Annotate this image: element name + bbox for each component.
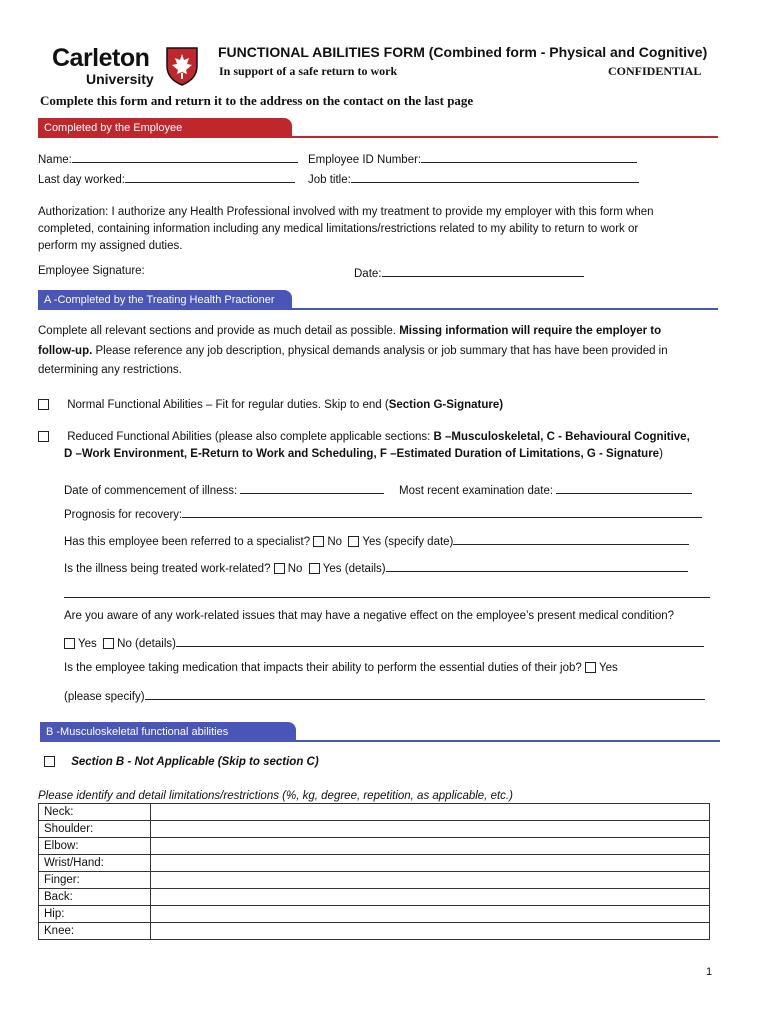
job-title-field[interactable] <box>351 171 639 183</box>
employee-signature-label: Employee Signature: <box>38 265 145 277</box>
medication-details-field[interactable] <box>145 688 705 700</box>
normal-abilities-checkbox[interactable] <box>38 399 49 410</box>
specialist-no-checkbox[interactable] <box>313 536 324 547</box>
table-row <box>39 804 710 821</box>
commencement-row <box>64 482 384 497</box>
work-related-row <box>64 560 688 575</box>
commencement-label: Date of commencement of illness: <box>64 485 238 497</box>
specialist-question: Has this employee been referred to a specialist? <box>64 536 311 548</box>
logo-wordmark-carleton: Carleton <box>52 44 150 72</box>
medication-row <box>64 662 618 674</box>
aware-yes-label: Yes <box>78 638 97 650</box>
body-part-label: Knee: <box>39 923 151 940</box>
intro-bold-text: Missing information will require the employer to <box>399 325 662 337</box>
signature-date-label: Date: <box>354 268 382 280</box>
limitation-detail-field[interactable] <box>151 923 710 940</box>
limitation-detail-field[interactable] <box>151 838 710 855</box>
form-instruction: Complete this form and return it to the address on the contact on the last page <box>40 93 474 108</box>
job-title-row <box>308 171 639 186</box>
work-related-details-line-2[interactable] <box>64 597 710 598</box>
body-part-label: Shoulder: <box>39 821 151 838</box>
reduced-abilities-text: Reduced Functional Abilities (please also complete applicable sections: <box>67 431 431 443</box>
table-row <box>39 889 710 906</box>
last-day-label: Last day worked: <box>38 174 125 186</box>
aware-answer-row <box>64 635 704 650</box>
last-day-row <box>38 171 295 186</box>
authorization-line-1: Authorization: I authorize any Health Professional involved with my treatment to provide my employer with this form when <box>38 206 654 218</box>
prognosis-row <box>64 506 702 521</box>
limitation-detail-field[interactable] <box>151 804 710 821</box>
normal-abilities-text: Normal Functional Abilities – Fit for regular duties. Skip to end ( <box>67 399 389 411</box>
table-row <box>39 838 710 855</box>
specialist-row <box>64 533 689 548</box>
section-tab-a: A -Completed by the Treating Health Practioner <box>38 290 292 310</box>
commencement-date-field[interactable] <box>240 482 384 494</box>
table-row <box>39 872 710 889</box>
limitations-table <box>38 803 710 940</box>
work-related-details-field[interactable] <box>386 560 688 572</box>
aware-details-field[interactable] <box>176 635 704 647</box>
reduced-abilities-checkbox[interactable] <box>38 431 49 442</box>
confidential-label: CONFIDENTIAL <box>608 64 702 78</box>
specialist-date-field[interactable] <box>453 533 689 545</box>
medication-question: Is the employee taking medication that impacts their ability to perform the essential duties of their job? <box>64 662 582 674</box>
section-a-intro-line-1 <box>38 325 661 337</box>
work-related-yes-checkbox[interactable] <box>309 563 320 574</box>
form-subtitle: In support of a safe return to work <box>219 64 398 78</box>
table-row <box>39 855 710 872</box>
reduced-abilities-bold-2: D –Work Environment, E-Return to Work and Scheduling, F –Estimated Duration of Limitations, G - Signature <box>64 448 660 460</box>
body-part-label: Wrist/Hand: <box>39 855 151 872</box>
table-row <box>39 821 710 838</box>
name-row <box>38 151 298 166</box>
specialist-yes-checkbox[interactable] <box>348 536 359 547</box>
exam-date-field[interactable] <box>556 482 692 494</box>
please-specify-label: (please specify) <box>64 691 145 703</box>
section-b-instruction: Please identify and detail limitations/restrictions (%, kg, degree, repetition, as applicable, etc.) <box>38 790 513 802</box>
page-number: 1 <box>706 966 713 978</box>
prognosis-label: Prognosis for recovery: <box>64 509 183 521</box>
section-rule-employee <box>38 136 718 138</box>
work-related-yes-label: Yes (details) <box>322 563 386 575</box>
employee-id-row <box>308 151 637 166</box>
table-row <box>39 923 710 940</box>
form-title: FUNCTIONAL ABILITIES FORM (Combined form - Physical and Cognitive) <box>218 44 708 60</box>
body-part-label: Hip: <box>39 906 151 923</box>
body-part-label: Back: <box>39 889 151 906</box>
signature-date-row <box>354 265 584 280</box>
exam-date-label: Most recent examination date: <box>399 485 554 497</box>
body-part-label: Neck: <box>39 804 151 821</box>
name-label: Name: <box>38 154 72 166</box>
specialist-no-label: No <box>327 536 343 548</box>
please-specify-row <box>64 688 705 703</box>
aware-question: Are you aware of any work-related issues that may have a negative effect on the employee’s present medical condition? <box>64 610 675 622</box>
section-a-intro-line-2 <box>38 345 668 357</box>
reduced-abilities-row-2 <box>64 448 663 460</box>
limitation-detail-field[interactable] <box>151 872 710 889</box>
work-related-question: Is the illness being treated work-related? <box>64 563 271 575</box>
section-tab-b: B -Musculoskeletal functional abilities <box>40 722 296 742</box>
limitation-detail-field[interactable] <box>151 889 710 906</box>
specialist-yes-label: Yes (specify date) <box>362 536 454 548</box>
section-tab-employee: Completed by the Employee <box>38 118 292 138</box>
body-part-label: Elbow: <box>39 838 151 855</box>
section-b-not-applicable-row <box>44 756 319 768</box>
employee-id-field[interactable] <box>421 151 637 163</box>
aware-yes-checkbox[interactable] <box>64 638 75 649</box>
prognosis-field[interactable] <box>182 506 702 518</box>
employee-id-label: Employee ID Number: <box>308 154 422 166</box>
medication-yes-checkbox[interactable] <box>585 662 596 673</box>
limitation-detail-field[interactable] <box>151 855 710 872</box>
table-row <box>39 906 710 923</box>
section-rule-a <box>38 308 718 310</box>
normal-abilities-row <box>38 399 503 411</box>
name-field[interactable] <box>72 151 298 163</box>
signature-date-field[interactable] <box>382 265 584 277</box>
last-day-field[interactable] <box>125 171 295 183</box>
normal-abilities-bold: Section G-Signature) <box>388 399 504 411</box>
authorization-line-3: perform my assigned duties. <box>38 240 183 252</box>
section-b-not-applicable-checkbox[interactable] <box>44 756 55 767</box>
reduced-abilities-bold-1: B –Musculoskeletal, C - Behavioural Cognitive, <box>433 431 690 443</box>
body-part-label: Finger: <box>39 872 151 889</box>
work-related-no-checkbox[interactable] <box>274 563 285 574</box>
job-title-label: Job title: <box>308 174 351 186</box>
exam-date-row <box>399 482 692 497</box>
logo-wordmark-university: University <box>86 71 154 87</box>
limitation-detail-field[interactable] <box>151 821 710 838</box>
aware-no-checkbox[interactable] <box>103 638 114 649</box>
section-rule-b <box>40 740 720 742</box>
carleton-logo <box>52 44 202 90</box>
medication-yes-label: Yes <box>598 662 618 674</box>
intro-reference-text: Please reference any job description, physical demands analysis or job summary that has have been provided in <box>95 345 668 357</box>
reduced-abilities-end: ) <box>659 448 663 460</box>
limitation-detail-field[interactable] <box>151 906 710 923</box>
section-a-intro-line-3: determining any restrictions. <box>38 364 182 376</box>
work-related-no-label: No <box>287 563 303 575</box>
authorization-line-2: completed, containing information including any medical limitations/restrictions related to my ability to return to work or <box>38 223 639 235</box>
intro-text: Complete all relevant sections and provide as much detail as possible. <box>38 325 396 337</box>
intro-bold-followup: follow-up. <box>38 345 93 357</box>
maple-leaf-shield-icon <box>165 46 199 86</box>
section-b-not-applicable-text: Section B - Not Applicable (Skip to section C) <box>71 756 319 768</box>
reduced-abilities-row <box>38 431 690 443</box>
aware-no-label: No (details) <box>117 638 176 650</box>
